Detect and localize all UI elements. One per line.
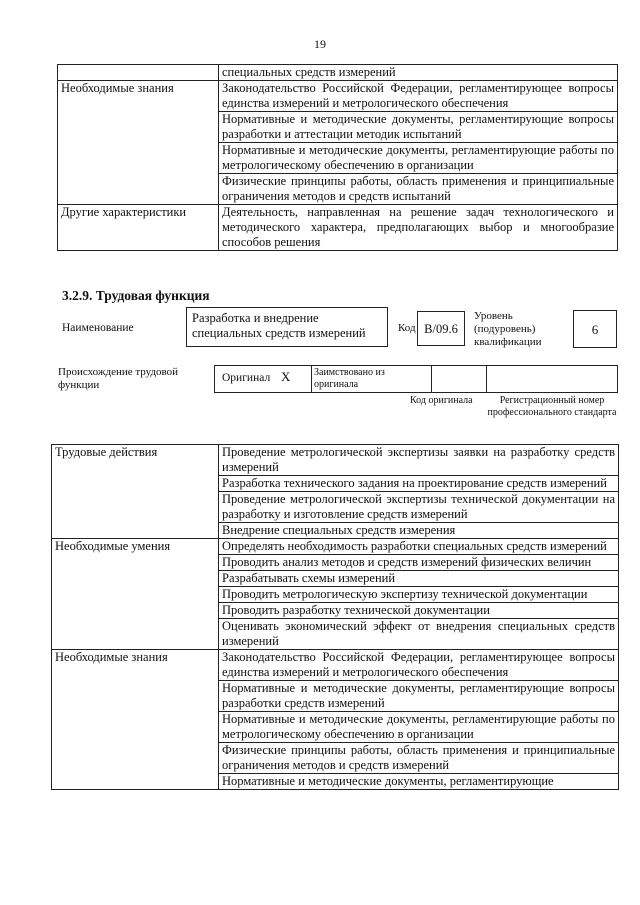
group-item: Проводить разработку технической документации bbox=[219, 603, 619, 619]
group-item: Проводить метрологическую экспертизу технической документации bbox=[219, 587, 619, 603]
group-item: Проведение метрологической экспертизы заявки на разработку средств измерений bbox=[219, 445, 619, 476]
row-label bbox=[58, 65, 219, 81]
code-label: Код bbox=[398, 322, 416, 334]
original-label: Оригинал bbox=[222, 372, 271, 384]
name-value: Разработка и внедрение специальных средств измерений bbox=[192, 311, 366, 340]
group-item: Законодательство Российской Федерации, регламентирующее вопросы единства измерений и метрологического обеспечения bbox=[219, 650, 619, 681]
table-row bbox=[52, 539, 619, 555]
group-item: Разрабатывать схемы измерений bbox=[219, 571, 619, 587]
group-item: Проводить анализ методов и средств измерений физических величин bbox=[219, 555, 619, 571]
level-label: Уровень (подуровень) квалификации bbox=[474, 310, 542, 348]
level-value-box bbox=[573, 310, 617, 348]
table-row bbox=[52, 650, 619, 681]
code-value: B/09.6 bbox=[424, 322, 458, 336]
function-table bbox=[51, 444, 619, 790]
code-value-box bbox=[417, 311, 465, 346]
level-value: 6 bbox=[591, 322, 599, 337]
row-text: Законодательство Российской Федерации, регламентирующее вопросы единства измерений и метрологического обеспечения bbox=[219, 81, 618, 112]
group-item: Проведение метрологической экспертизы технической документации на разработку и изготовление средств измерений bbox=[219, 492, 619, 523]
row-label: Другие характеристики bbox=[58, 205, 219, 251]
origin-code-label: Код оригинала bbox=[410, 395, 473, 406]
table-row bbox=[58, 205, 618, 251]
group-item: Внедрение специальных средств измерения bbox=[219, 523, 619, 539]
group-item: Нормативные и методические документы, регламентирующие bbox=[219, 774, 619, 790]
row-text: Нормативные и методические документы, регламентирующие работы по метрологическому обеспечению в организации bbox=[219, 143, 618, 174]
group-item: Определять необходимость разработки специальных средств измерений bbox=[219, 539, 619, 555]
group-item: Разработка технического задания на проектирование средств измерений bbox=[219, 476, 619, 492]
row-text: Нормативные и методические документы, регламентирующие вопросы разработки и аттестации методик испытаний bbox=[219, 112, 618, 143]
origin-box bbox=[214, 365, 618, 393]
page-number: 19 bbox=[314, 37, 326, 51]
origin-label: Происхождение трудовой функции bbox=[58, 366, 179, 391]
top-table bbox=[57, 64, 618, 251]
section-heading: 3.2.9. Трудовая функция bbox=[62, 288, 210, 303]
table-row bbox=[58, 65, 618, 81]
name-label: Наименование bbox=[62, 322, 134, 334]
table-row bbox=[58, 81, 618, 112]
name-value-box bbox=[186, 307, 388, 347]
group-item: Физические принципы работы, область применения и принципиальные ограничения методов и средств измерений bbox=[219, 743, 619, 774]
row-text: Деятельность, направленная на решение задач технологического и методического характера, предполагающих выбор и многообразие способов решения bbox=[219, 205, 618, 251]
row-text: специальных средств измерений bbox=[219, 65, 618, 81]
group-label: Необходимые умения bbox=[52, 539, 219, 650]
group-label: Необходимые знания bbox=[52, 650, 219, 790]
row-label: Необходимые знания bbox=[58, 81, 219, 205]
reg-number-label: Регистрационный номер профессионального стандарта bbox=[487, 395, 617, 418]
group-item: Нормативные и методические документы, регламентирующие работы по метрологическому обеспечению в организации bbox=[219, 712, 619, 743]
group-item: Оценивать экономический эффект от внедрения специальных средств измерений bbox=[219, 619, 619, 650]
original-mark: X bbox=[281, 369, 291, 384]
table-row bbox=[52, 445, 619, 476]
group-item: Нормативные и методические документы, регламентирующие вопросы разработки средств измерений bbox=[219, 681, 619, 712]
group-label: Трудовые действия bbox=[52, 445, 219, 539]
row-text: Физические принципы работы, область применения и принципиальные ограничения методов и средств испытаний bbox=[219, 174, 618, 205]
borrowed-label: Заимствовано из оригинала bbox=[314, 367, 385, 390]
